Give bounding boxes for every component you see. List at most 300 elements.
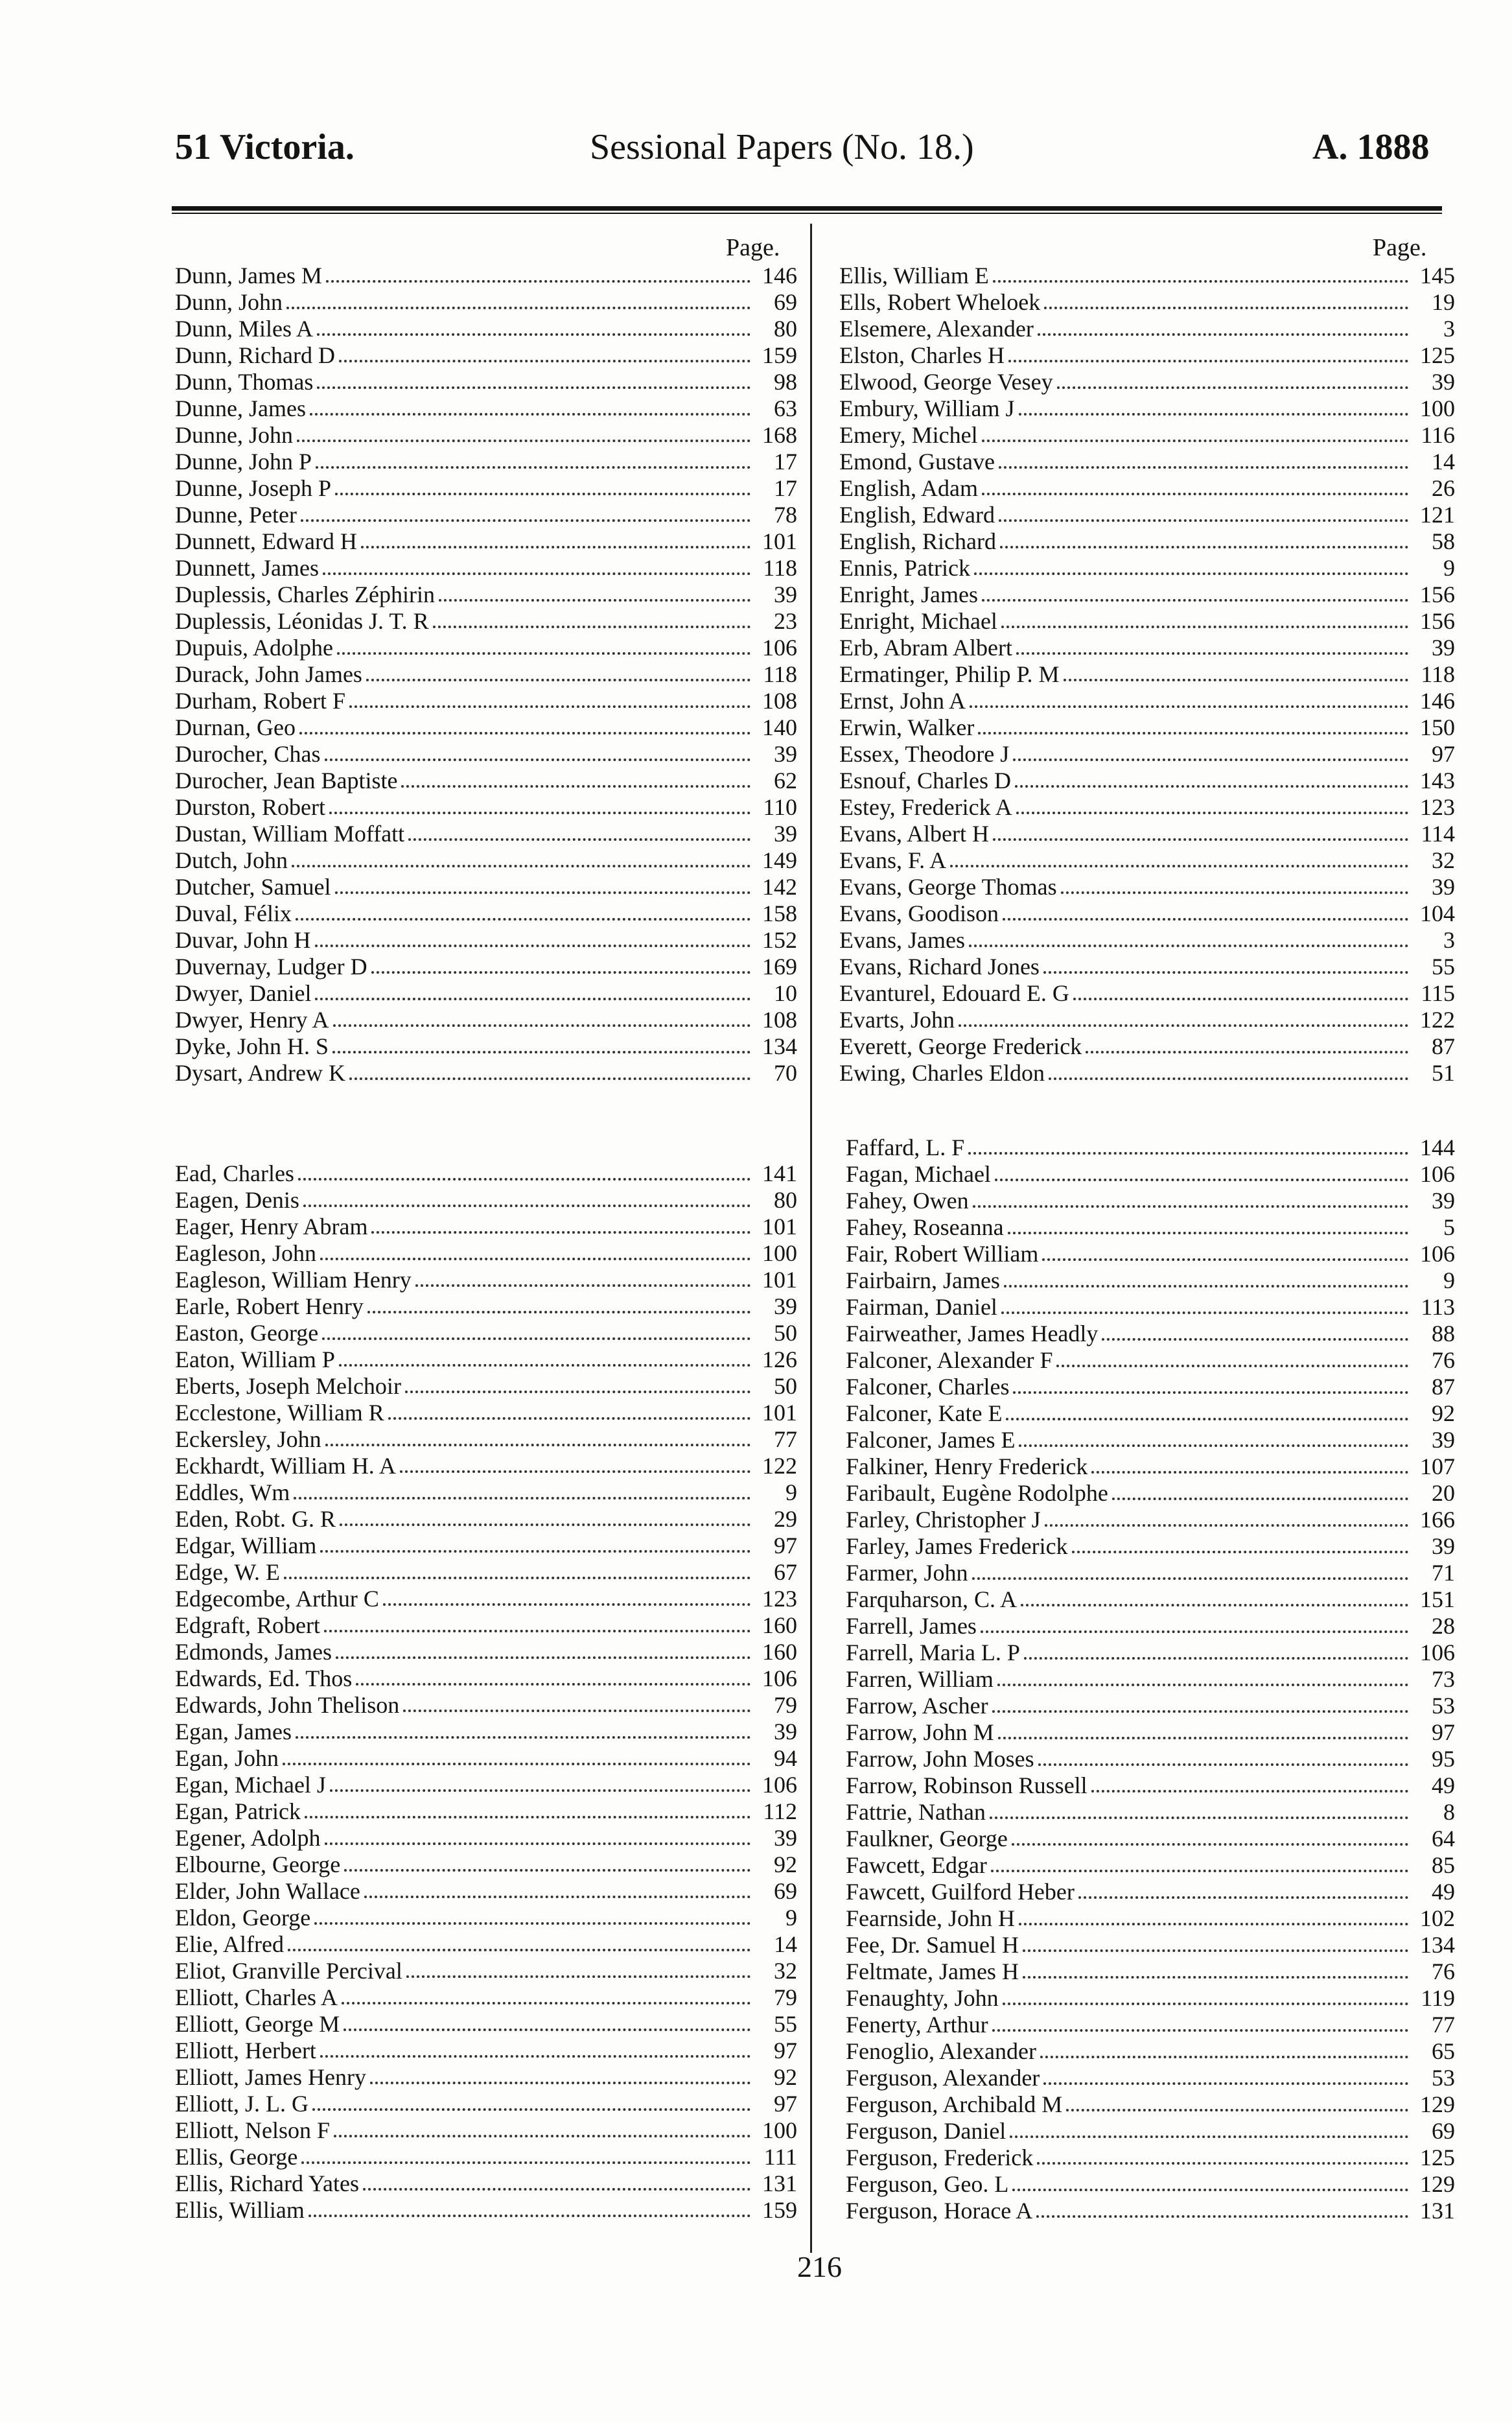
- dot-leader: [998, 1737, 1408, 1739]
- entry-name: Farrell, James: [846, 1613, 977, 1639]
- entry-name: Erb, Abram Albert: [839, 635, 1012, 661]
- dot-leader: [405, 1391, 750, 1393]
- dot-leader: [320, 2055, 750, 2058]
- dot-leader: [339, 360, 750, 362]
- entry-page: 101: [762, 528, 797, 554]
- index-entry: [846, 1507, 1455, 1533]
- index-entry: [175, 1692, 797, 1719]
- dot-leader: [364, 1896, 750, 1898]
- dot-leader: [439, 599, 750, 602]
- dot-leader: [1056, 1365, 1408, 1367]
- entry-page: 85: [1432, 1852, 1455, 1878]
- index-entry: [846, 1826, 1455, 1852]
- dot-leader: [1008, 360, 1408, 362]
- index-entry: [839, 635, 1455, 661]
- entry-page: 119: [1421, 1985, 1455, 2011]
- entry-page: 140: [762, 714, 797, 740]
- entry-page: 80: [774, 316, 797, 342]
- entry-name: Egan, James: [175, 1719, 292, 1745]
- entry-page: 71: [1432, 1560, 1455, 1586]
- dot-leader: [1023, 1976, 1408, 1979]
- entry-page: 126: [762, 1346, 797, 1372]
- entry-name: Esnouf, Charles D: [839, 768, 1011, 794]
- entry-name: Durham, Robert F: [175, 688, 345, 714]
- dot-leader: [332, 1051, 750, 1053]
- dot-leader: [1057, 386, 1408, 389]
- entry-page: 104: [1420, 900, 1455, 926]
- index-entry: [846, 1879, 1455, 1905]
- index-entry: [846, 1453, 1455, 1480]
- index-entry: [175, 2011, 797, 2038]
- entry-page: 70: [774, 1060, 797, 1086]
- entry-page: 94: [774, 1745, 797, 1771]
- entry-page: 23: [774, 608, 797, 634]
- entry-page: 29: [774, 1506, 797, 1532]
- entry-page: 26: [1432, 475, 1455, 501]
- dot-leader: [335, 891, 751, 894]
- entry-name: Elliott, Charles A: [175, 1984, 338, 2010]
- entry-name: Eberts, Joseph Melchoir: [175, 1373, 401, 1399]
- entry-name: Edwards, Ed. Thos: [175, 1665, 353, 1691]
- index-entry: [175, 2170, 797, 2197]
- index-entry: [846, 2198, 1455, 2224]
- header-year: A. 1888: [1312, 127, 1430, 167]
- page-number: 216: [797, 2250, 842, 2283]
- dot-leader: [325, 1444, 750, 1446]
- index-entry: [839, 475, 1455, 502]
- dot-leader: [982, 599, 1408, 602]
- entry-name: Earle, Robert Henry: [175, 1293, 364, 1319]
- index-entry: [846, 1905, 1455, 1932]
- index-entry: [839, 768, 1455, 794]
- entry-name: Farrow, John Moses: [846, 1746, 1034, 1772]
- entry-page: 118: [763, 555, 797, 581]
- entry-page: 112: [763, 1798, 797, 1824]
- entry-name: Ells, Robert Wheloek: [839, 289, 1041, 315]
- entry-page: 97: [1432, 741, 1455, 767]
- index-entry: [175, 1453, 797, 1479]
- index-entry: [175, 555, 797, 582]
- index-entry: [846, 1241, 1455, 1267]
- dot-leader: [371, 971, 750, 974]
- dot-leader: [330, 1789, 750, 1792]
- entry-page: 129: [1420, 2091, 1455, 2117]
- right-page-label: Page.: [1373, 234, 1427, 261]
- index-entry: [846, 1958, 1455, 1985]
- entry-name: Fenoglio, Alexander: [846, 2038, 1036, 2064]
- entry-page: 107: [1420, 1453, 1455, 1479]
- index-entry: [839, 741, 1455, 768]
- entry-page: 55: [1432, 954, 1455, 980]
- entry-page: 69: [774, 289, 797, 315]
- entry-page: 125: [1420, 342, 1455, 368]
- entry-page: 134: [1420, 1932, 1455, 1958]
- entry-page: 118: [763, 661, 797, 687]
- entry-page: 58: [1432, 528, 1455, 554]
- entry-page: 122: [1420, 1007, 1455, 1033]
- entry-page: 19: [1432, 289, 1455, 315]
- entry-name: Edge, W. E: [175, 1559, 280, 1585]
- dot-leader: [1045, 1524, 1408, 1527]
- index-entry: [175, 1267, 797, 1293]
- entry-page: 98: [774, 369, 797, 395]
- entry-page: 51: [1432, 1060, 1455, 1086]
- entry-page: 80: [774, 1187, 797, 1213]
- dot-leader: [401, 785, 750, 788]
- dot-leader: [383, 1603, 750, 1606]
- entry-name: Ellis, William: [175, 2197, 305, 2223]
- dot-leader: [1008, 1232, 1408, 1234]
- entry-name: Fairweather, James Headly: [846, 1321, 1099, 1346]
- dot-leader: [310, 413, 750, 416]
- entry-name: Eddles, Wm: [175, 1479, 290, 1505]
- entry-page: 141: [762, 1160, 797, 1186]
- entry-page: 156: [1420, 608, 1455, 634]
- entry-name: Dunn, Thomas: [175, 369, 314, 395]
- index-entry: [846, 1347, 1455, 1374]
- index-entry: [175, 475, 797, 502]
- entry-name: Durocher, Jean Baptiste: [175, 768, 398, 794]
- entry-name: Edgecombe, Arthur C: [175, 1586, 379, 1612]
- entry-name: Eckersley, John: [175, 1426, 321, 1452]
- dot-leader: [1042, 1258, 1408, 1261]
- dot-leader: [325, 758, 751, 761]
- dot-leader: [970, 705, 1408, 708]
- dot-leader: [325, 1842, 750, 1845]
- entry-page: 143: [1420, 768, 1455, 794]
- index-entry: [846, 1267, 1455, 1294]
- dot-leader: [972, 1577, 1408, 1580]
- index-entry: [175, 1745, 797, 1772]
- entry-page: 49: [1432, 1879, 1455, 1905]
- dot-leader: [361, 546, 750, 548]
- entry-name: Elliott, George M: [175, 2011, 340, 2037]
- entry-page: 9: [785, 1479, 797, 1505]
- entry-page: 145: [1420, 263, 1455, 288]
- entry-name: Falconer, James E: [846, 1427, 1016, 1453]
- index-entry: [839, 608, 1455, 635]
- entry-name: Everett, George Frederick: [839, 1033, 1082, 1059]
- index-entry: [839, 582, 1455, 608]
- entry-name: Elie, Alfred: [175, 1931, 284, 1957]
- index-entry: [175, 1559, 797, 1586]
- entry-name: Durnan, Geo: [175, 714, 296, 740]
- entry-name: Dunnett, James: [175, 555, 319, 581]
- dot-leader: [314, 1922, 750, 1925]
- entry-name: Fenerty, Arthur: [846, 2012, 988, 2038]
- entry-page: 39: [1432, 874, 1455, 900]
- entry-page: 108: [762, 1007, 797, 1033]
- page-header: [0, 126, 1512, 185]
- dot-leader: [337, 652, 750, 655]
- dot-leader: [1012, 1843, 1408, 1846]
- entry-name: Eliot, Granville Percival: [175, 1958, 402, 1984]
- entry-name: Elliott, Herbert: [175, 2038, 316, 2063]
- entry-name: Dunne, John P: [175, 449, 312, 475]
- index-entry: [175, 1825, 797, 1852]
- entry-page: 92: [1432, 1400, 1455, 1426]
- dot-leader: [1072, 1551, 1408, 1553]
- entry-name: Feltmate, James H: [846, 1958, 1019, 1984]
- index-entry: [175, 1214, 797, 1240]
- entry-name: Eagleson, William Henry: [175, 1267, 412, 1293]
- entry-page: 39: [774, 741, 797, 767]
- index-entry: [846, 1427, 1455, 1453]
- entry-name: Dupuis, Adolphe: [175, 635, 334, 661]
- entry-page: 39: [1432, 635, 1455, 661]
- entry-name: Egan, Patrick: [175, 1798, 301, 1824]
- index-entry: [839, 874, 1455, 900]
- entry-name: Elliott, Nelson F: [175, 2117, 331, 2143]
- dot-leader: [408, 838, 750, 841]
- dot-leader: [973, 1205, 1408, 1208]
- dot-leader: [403, 1710, 750, 1712]
- entry-page: 5: [1443, 1214, 1455, 1240]
- header-rule-thick: [172, 206, 1442, 211]
- index-entry: [846, 1560, 1455, 1586]
- entry-name: Duplessis, Charles Zéphirin: [175, 582, 435, 607]
- index-entry: [846, 1932, 1455, 1958]
- entry-page: 131: [762, 2170, 797, 2196]
- entry-name: Fairman, Daniel: [846, 1294, 997, 1320]
- index-entry: [175, 688, 797, 714]
- dot-leader: [982, 493, 1408, 495]
- header-rule-thin: [172, 213, 1442, 214]
- entry-name: Elsemere, Alexander: [839, 316, 1034, 342]
- dot-leader: [370, 2082, 750, 2084]
- entry-name: Dwyer, Henry A: [175, 1007, 329, 1033]
- index-entry: [175, 369, 797, 395]
- entry-page: 106: [1420, 1640, 1455, 1665]
- entry-name: Dutcher, Samuel: [175, 874, 331, 900]
- dot-leader: [315, 998, 750, 1000]
- dot-leader: [1006, 1418, 1408, 1420]
- index-entry: [839, 395, 1455, 422]
- index-block-right-top: [839, 263, 1455, 1087]
- entry-name: Falconer, Kate E: [846, 1400, 1003, 1426]
- index-entry: [175, 2038, 797, 2064]
- entry-page: 123: [762, 1586, 797, 1612]
- index-entry: [175, 874, 797, 900]
- entry-name: Eldon, George: [175, 1905, 311, 1931]
- dot-leader: [999, 519, 1408, 522]
- entry-page: 108: [762, 688, 797, 714]
- index-entry: [175, 582, 797, 608]
- dot-leader: [317, 333, 750, 336]
- entry-name: Dunn, Miles A: [175, 316, 314, 342]
- index-entry: [846, 1161, 1455, 1188]
- index-entry: [175, 1400, 797, 1426]
- index-entry: [839, 1060, 1455, 1087]
- entry-name: Edwards, John Thelison: [175, 1692, 400, 1718]
- entry-name: Enright, Michael: [839, 608, 997, 634]
- index-entry: [839, 316, 1455, 342]
- dot-leader: [1112, 1498, 1408, 1500]
- index-entry: [175, 1639, 797, 1665]
- dot-leader: [366, 679, 750, 681]
- index-entry: [175, 1533, 797, 1559]
- dot-leader: [997, 1684, 1408, 1686]
- dot-leader: [1043, 2082, 1408, 2085]
- entry-page: 111: [763, 2144, 797, 2170]
- index-entry: [175, 528, 797, 555]
- entry-page: 106: [762, 1665, 797, 1691]
- dot-leader: [1049, 1077, 1408, 1080]
- dot-leader: [320, 1550, 750, 1553]
- entry-page: 100: [762, 2117, 797, 2143]
- index-entry: [175, 1852, 797, 1878]
- entry-name: Dunne, Joseph P: [175, 475, 331, 501]
- index-entry: [846, 1321, 1455, 1347]
- dot-leader: [298, 1178, 750, 1181]
- index-entry: [175, 1007, 797, 1033]
- dot-leader: [415, 1284, 750, 1287]
- entry-name: Ferguson, Daniel: [846, 2118, 1006, 2144]
- index-entry: [846, 2118, 1455, 2145]
- dot-leader: [343, 2028, 750, 2031]
- index-entry: [839, 954, 1455, 980]
- index-entry: [175, 954, 797, 980]
- dot-leader: [1091, 1790, 1408, 1793]
- dot-leader: [308, 2215, 750, 2217]
- dot-leader: [356, 1683, 750, 1686]
- entry-name: Evans, F. A: [839, 847, 947, 873]
- dot-leader: [336, 1656, 750, 1659]
- entry-page: 121: [1420, 502, 1455, 528]
- dot-leader: [1004, 1285, 1408, 1287]
- entry-page: 53: [1432, 1693, 1455, 1719]
- index-entry: [839, 263, 1455, 289]
- dot-leader: [1061, 891, 1408, 894]
- dot-leader: [1038, 1763, 1408, 1766]
- index-entry: [846, 1294, 1455, 1321]
- dot-leader: [1000, 546, 1408, 548]
- entry-page: 160: [762, 1612, 797, 1638]
- index-entry: [839, 422, 1455, 449]
- entry-name: Ferguson, Archibald M: [846, 2091, 1063, 2117]
- dot-leader: [334, 2135, 750, 2137]
- entry-name: Essex, Theodore J: [839, 741, 1010, 767]
- index-entry: [175, 502, 797, 528]
- entry-name: Dunn, Richard D: [175, 342, 335, 368]
- entry-page: 8: [1443, 1799, 1455, 1825]
- index-entry: [175, 1187, 797, 1214]
- index-entry: [175, 289, 797, 316]
- entry-name: Evarts, John: [839, 1007, 955, 1033]
- entry-page: 39: [774, 1825, 797, 1851]
- index-block-left-bottom: [175, 1160, 797, 2224]
- entry-name: Falconer, Charles: [846, 1374, 1010, 1400]
- index-entry: [175, 1665, 797, 1692]
- entry-name: Farren, William: [846, 1666, 994, 1692]
- dot-leader: [1019, 1923, 1408, 1925]
- index-entry: [846, 1586, 1455, 1613]
- entry-page: 101: [762, 1214, 797, 1240]
- entry-page: 14: [1432, 449, 1455, 475]
- index-entry: [846, 1613, 1455, 1640]
- dot-leader: [288, 1949, 750, 1951]
- index-entry: [175, 1931, 797, 1958]
- dot-leader: [1001, 1311, 1408, 1314]
- index-entry: [175, 1060, 797, 1087]
- entry-page: 156: [1420, 582, 1455, 607]
- dot-leader: [322, 1337, 750, 1340]
- entry-name: Enright, James: [839, 582, 978, 607]
- dot-leader: [320, 1258, 750, 1260]
- dot-leader: [993, 838, 1408, 841]
- dot-leader: [303, 1205, 750, 1207]
- entry-name: Ermatinger, Philip P. M: [839, 661, 1060, 687]
- entry-name: Faffard, L. F: [846, 1135, 965, 1160]
- entry-name: Ewing, Charles Eldon: [839, 1060, 1045, 1086]
- index-entry: [846, 2012, 1455, 2038]
- entry-name: Edmonds, James: [175, 1639, 332, 1665]
- dot-leader: [296, 1736, 750, 1739]
- entry-name: Farmer, John: [846, 1560, 968, 1586]
- entry-name: Ellis, William E: [839, 263, 989, 288]
- entry-name: Ferguson, Alexander: [846, 2065, 1040, 2091]
- entry-page: 169: [762, 954, 797, 980]
- entry-name: Fagan, Michael: [846, 1161, 991, 1187]
- entry-name: Fair, Robert William: [846, 1241, 1039, 1267]
- index-entry: [839, 369, 1455, 395]
- entry-name: Ellis, Richard Yates: [175, 2170, 359, 2196]
- entry-page: 79: [774, 1984, 797, 2010]
- dot-leader: [974, 572, 1408, 575]
- entry-page: 50: [774, 1320, 797, 1346]
- entry-page: 101: [762, 1267, 797, 1293]
- index-entry: [175, 1612, 797, 1639]
- entry-name: Egan, John: [175, 1745, 279, 1771]
- dot-leader: [292, 865, 750, 867]
- dot-leader: [1021, 1604, 1408, 1606]
- dot-leader: [1013, 758, 1408, 761]
- index-entry: [846, 1772, 1455, 1799]
- entry-name: Fahey, Owen: [846, 1188, 969, 1214]
- entry-page: 14: [774, 1931, 797, 1957]
- index-entry: [175, 661, 797, 688]
- entry-name: Farley, Christopher J: [846, 1507, 1041, 1533]
- entry-name: Dunne, John: [175, 422, 293, 448]
- entry-name: Fearnside, John H: [846, 1905, 1015, 1931]
- dot-leader: [301, 519, 750, 522]
- entry-page: 49: [1432, 1772, 1455, 1798]
- entry-page: 168: [762, 422, 797, 448]
- entry-page: 73: [1432, 1666, 1455, 1692]
- entry-name: Fairbairn, James: [846, 1267, 1000, 1293]
- dot-leader: [349, 705, 750, 708]
- entry-name: Dunn, James M: [175, 263, 322, 288]
- index-entry: [175, 422, 797, 449]
- entry-name: Dunn, John: [175, 289, 283, 315]
- dot-leader: [299, 732, 750, 735]
- dot-leader: [329, 812, 750, 814]
- entry-name: Farrow, Ascher: [846, 1693, 988, 1719]
- index-entry: [839, 342, 1455, 369]
- dot-leader: [968, 1152, 1408, 1155]
- index-entry: [175, 980, 797, 1007]
- entry-page: 10: [774, 980, 797, 1006]
- entry-name: Eager, Henry Abram: [175, 1214, 368, 1240]
- dot-leader: [367, 1311, 750, 1313]
- index-entry: [846, 1985, 1455, 2012]
- index-entry: [839, 927, 1455, 954]
- column-divider: [810, 224, 812, 2253]
- entry-page: 159: [762, 342, 797, 368]
- index-entry: [175, 316, 797, 342]
- dot-leader: [1038, 333, 1408, 336]
- entry-page: 77: [774, 1426, 797, 1452]
